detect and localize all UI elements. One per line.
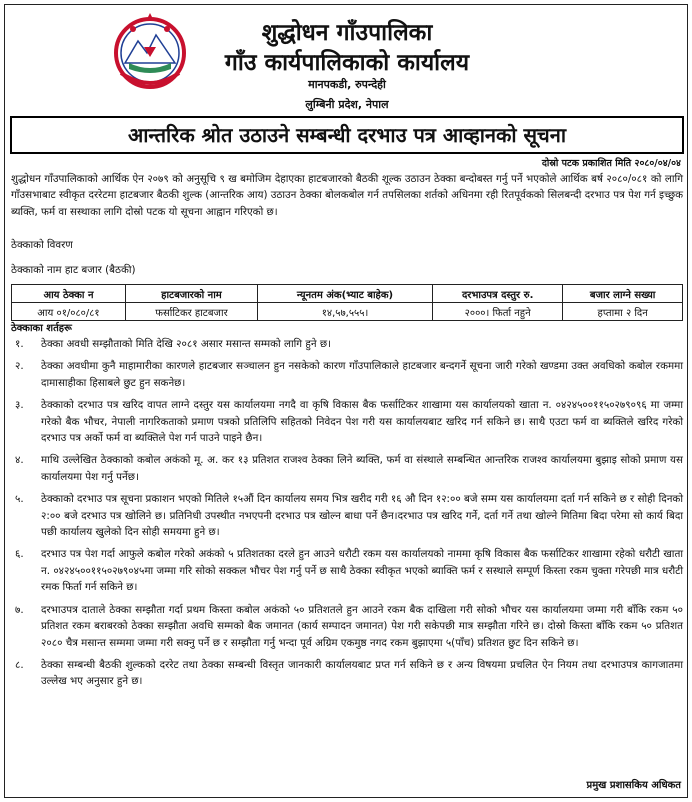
term-number: ८. (15, 658, 24, 671)
term-text: ठेक्का सम्बन्धी बैठकी शुल्कको दररेट तथा ठेक्का सम्बन्धी विस्तृत जानकारी कार्यालयबाट प्रप्त गर्न सकिने छ र अन्य विषयमा प्रचलित ऐन नियम तथा दरभाउपत्र कागजातमा उल्लेख भए अनुसार हुने छ। (41, 658, 683, 688)
table-header: दरभाउपत्र दस्तुर रु. (433, 285, 563, 303)
terms-list (11, 336, 683, 696)
details-label: ठेक्काको विवरण (11, 239, 73, 251)
table-header: आय ठेक्का न (12, 285, 126, 303)
term-text: ठेक्का अवधीमा कुनै माहामारीका कारणले हाटबजार सञ्चालन हुन नसकेको कारण गाँउपालिकाले हाटबजार बन्दगर्ने सूचना जारी गरेको खण्डमा उक्त अवधिको कबोल रकममा दामासाहीका हिसाबले छुट हुन सकनेछ। (41, 360, 683, 389)
intro-paragraph: शुद्धोधन गाँउपालिकाको आर्थिक ऐन २०७९ को अनुसूचि ९ ख बमोजिम देहाएका हाटबजारको बैठकी शूल्क उठाउन ठेक्का बन्दोबस्त गर्नु पर्ने भएकोले आर्थिक बर्ष २०८०/०८१ को लागि गाँउसभाबाट स्वीकृत दररेटमा हाटबजार बैठकी शुल्क (आन्तरिक आय) उठाउन ठेक्का बोलकबोल गर्न तपसिलका शर्तको अधिनमा रही रितपूर्वकको सिलबन्दी दरभाउ पत्र पेश गर्न इच्छुक ब्यक्ति, फर्म वा सस्थाका लागि दोस्रो पटक यो सूचना आह्वान गरिएको छ। (11, 173, 683, 218)
term-number: ६. (15, 548, 24, 561)
term-text: ठेक्का अवधी सम्झौताको मिति देखि २०८१ असार मसान्त सम्मको लागि हुने छ। (41, 338, 331, 350)
term-number: १. (15, 338, 24, 350)
list-item (11, 657, 683, 690)
office-name: गाँउ कार्यपालिकाको कार्यालय (224, 50, 470, 76)
term-text: दरभाउ पत्र पेश गर्दा आफुले कबोल गरेको अकंको ५ प्रतिशतका दरले हुन आउने धरौटी रकम यस कार्यालयको नाममा कृषि विकास बैक फर्साटिकर शाखामा रहेको धरौटी खाता न. ०४२४५००११५०२७९०४५मा जम्मा गरि सोको सक्कल भौचर पेश गर्नु पर्ने छ साथै ठेक्का स्वीकृत भएको ब्याक्ति फर्म र सस्थाले सम्पूर्ण किस्ता रकम चुक्ता गरेपछी मात्र धरौटी रमक फिर्ता गर्न सकिने छ। (41, 548, 683, 594)
term-number: २. (15, 360, 24, 373)
list-item (11, 491, 683, 540)
table-header: हाटबजारको नाम (125, 285, 257, 303)
term-text: ठेक्काको दरभाउ पत्र सूचना प्रकाशन भएको मितिले १५औं दिन कार्यालय समय भित्र खरीद गरी १६ औ दिन १२:०० बजे सम्म यस कार्यालयमा दर्ता गर्न सकिने छ र सोही दिनको २:०० बजे दरभाउ पत्र खोलिने छ। प्रतिनिधी उपस्थीत नभएपनी दरभाउ पत्र खोल्न बाधा पर्ने छैन।दरभाउ पत्र खरिद गर्ने, दर्ता गर्ने तथा खोल्ने मितिमा बिदा परेमा सो कार्य बिदा पछी कार्यालय खुलेको दिन सोही समयमा हुने छ। (41, 493, 683, 539)
terms-title: ठेक्काका शर्तहरू (11, 323, 72, 334)
list-item (11, 452, 683, 485)
publication-date: दोस्रो पटक प्रकाशित मिति २०८०/०४/०४ (541, 158, 681, 169)
table-cell: हप्तामा २ दिन (563, 303, 683, 321)
term-number: ३. (15, 399, 24, 412)
signature-title: प्रमुख प्रशासकिय अधिकत (586, 780, 681, 791)
office-location: मानपकडी, रुपन्देही (308, 78, 386, 91)
term-text: माथि उल्लेखित ठेक्काको कबोल अकंको मू. अ. कर १३ प्रतिशत राजश्व ठेक्का लिने ब्यक्ति, फर्म वा संस्थाले सम्बन्धित आन्तरिक राजश्व कार्यालयमा बुझाइ सोको प्रमाण यस कार्यालयमा पेश गर्नु पर्नेछ। (41, 454, 683, 483)
term-text: दरभाउपत्र दाताले ठेक्का सम्झौता गर्दा प्रथम किस्ता कबोल अकंको ५० प्रतिशतले हुन आउने रकम बैक दाखिला गरी सोको भौचर यस कार्यालयमा जम्मा गरी बाँकि रकम ५० प्रतिशत रकम बराबरको ठेक्का सम्झौता अवधि सम्मको बैक जमानत (कार्य सम्पादन जमानत) पेश गरी सकेपछी मात्र सम्झौता गरिने छ। दोस्रो किस्ता बाँकि रकम ५० प्रतिशत २०८० चैत्र मसान्त सम्ममा जम्मा गरी सक्नु पर्ने छ र सम्झौता गर्नु भन्दा पूर्व अग्रिम एकमुष्ठ नगद रकम बुझाएमा ५(पाँच) प्रतिशत छुट दिन सकिने छ। (41, 603, 683, 649)
municipality-name: शुद्धोधन गाँउपालिका (261, 20, 433, 46)
table-cell: फर्साटिकर हाटबजार (125, 303, 257, 321)
contract-table (11, 284, 683, 321)
table-header: न्यूनतम अंक(भ्याट बाहेक) (257, 285, 432, 303)
list-item (11, 602, 683, 651)
table-cell: आय ०१/०८०/८१ (12, 303, 126, 321)
term-number: ५. (15, 493, 24, 506)
table-cell: १४,५७,५५५। (257, 303, 432, 321)
list-item (11, 397, 683, 446)
list-item (11, 336, 683, 352)
term-text: ठेक्काको दरभाउ पत्र खरिद वापत लाग्ने दस्तुर यस कार्यालयमा नगदै वा कृषि विकास बैक फर्साटिकर शाखामा यस कार्यालयको खाता न. ०४२४५००११५०२७९०९६ मा जम्मा गरेको बैक भौचर, नेपाली नागरिकताको प्रमाण पत्रको प्रतिलिपि सहितको निवेदन पेश गरी यस कार्यालयबाट खरिद गर्न सकिने छ। साथै एउटा फर्म वा ब्यक्तिले खरिद गरेको दरभाउ पत्र अर्को फर्म वा ब्यक्तिले पेश गर्न पाउने पाइने छैन। (41, 399, 684, 445)
term-number: ४. (15, 454, 24, 467)
table-header-row (12, 285, 683, 303)
market-label: ठेक्काको नाम हाट बजार (बैठकी) (11, 264, 136, 276)
notice-title: आन्तरिक श्रोत उठाउने सम्बन्धी दरभाउ पत्र आव्हानको सूचना (10, 116, 684, 154)
table-row (12, 303, 683, 321)
province-name: लुम्बिनी प्रदेश, नेपाल (305, 98, 389, 111)
term-number: ७. (15, 603, 24, 616)
table-header: बजार लाग्ने सख्या (563, 285, 683, 303)
list-item (11, 546, 683, 595)
notice-page (4, 4, 688, 798)
list-item (11, 358, 683, 391)
table-cell: २०००। फिर्ता नहुने (433, 303, 563, 321)
